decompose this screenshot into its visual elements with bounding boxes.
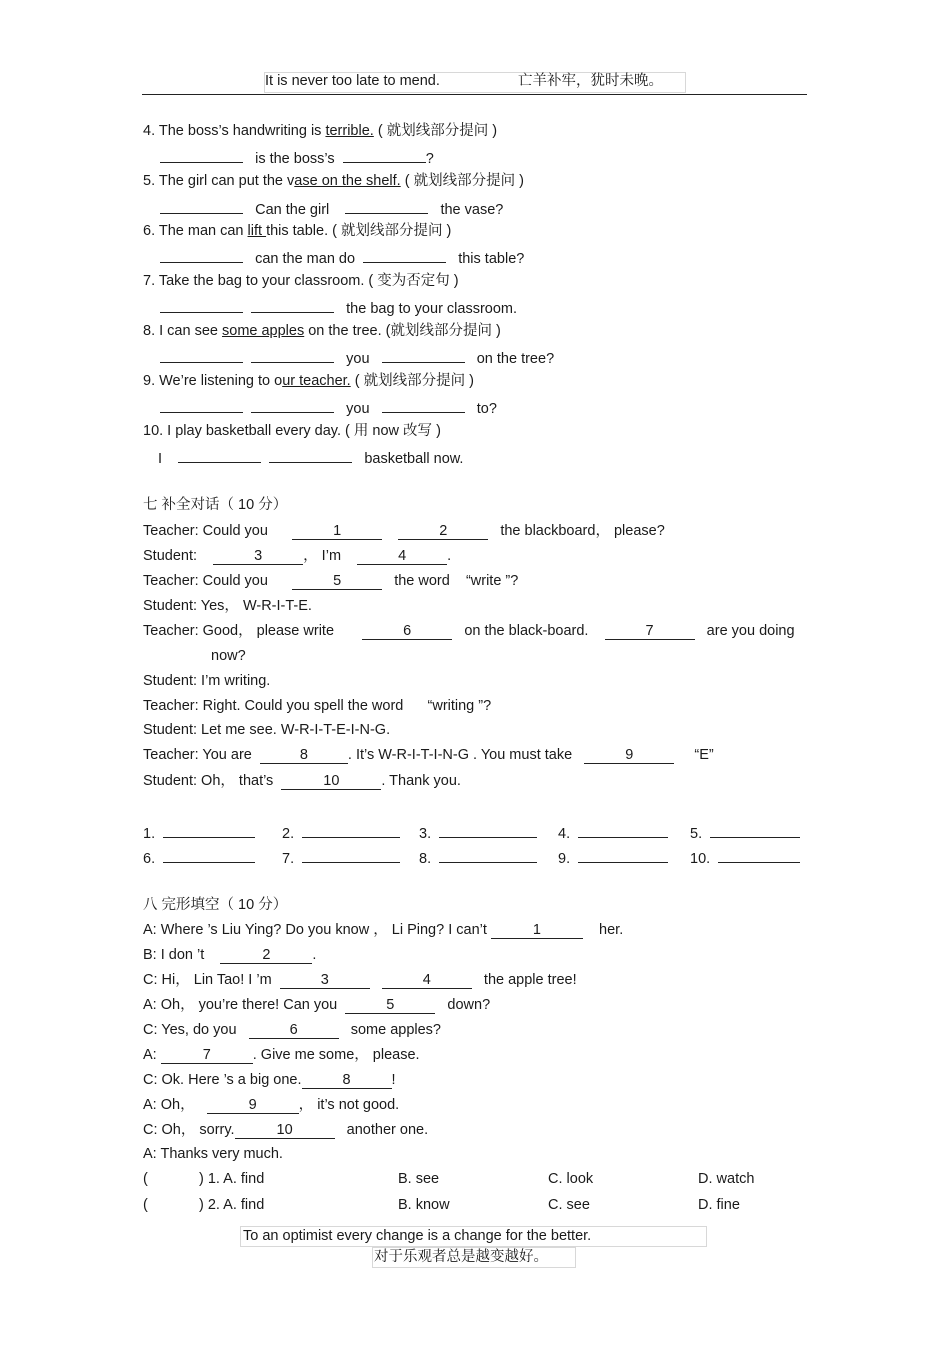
blank bbox=[302, 822, 400, 838]
dialog-line-5b: now? bbox=[211, 648, 246, 664]
q9-answer-line: you to? bbox=[160, 397, 497, 418]
answer-7: 7. bbox=[282, 847, 400, 868]
section8-title: 八 完形填空（ 10 分） bbox=[143, 897, 288, 913]
blank-10: 10 bbox=[281, 773, 381, 790]
q7-answer-line: the bag to your classroom. bbox=[160, 297, 517, 318]
header-chinese: 亡羊补牢，犹时未晚。 bbox=[518, 73, 663, 89]
blank-7: 7 bbox=[161, 1047, 253, 1064]
cloze-line-6: A: 7 . Give me some， please. bbox=[143, 1047, 420, 1063]
answer-2: 2. bbox=[282, 822, 400, 843]
blank bbox=[382, 347, 465, 363]
blank bbox=[343, 147, 426, 163]
blank bbox=[578, 822, 668, 838]
answer-10: 10. bbox=[690, 847, 800, 868]
option-row-2-paren: ( bbox=[143, 1197, 148, 1213]
dialog-line-8: Student: Let me see. W-R-I-T-E-I-N-G. bbox=[143, 722, 391, 738]
option-row-1-paren: ( bbox=[143, 1171, 148, 1187]
blank-5: 5 bbox=[345, 997, 435, 1014]
blank-2: 2 bbox=[220, 947, 312, 964]
blank-3: 3 bbox=[280, 972, 370, 989]
blank-3: 3 bbox=[213, 548, 303, 565]
dialog-line-7: Teacher: Right. Could you spell the word “writing ”? bbox=[143, 698, 492, 714]
answer-6: 6. bbox=[143, 847, 255, 868]
q5-answer-line: Can the girl the vase? bbox=[160, 198, 503, 219]
blank bbox=[710, 822, 800, 838]
q6-text: 6. The man can lift this table. ( 就划线部分提问 ) bbox=[143, 223, 452, 239]
blank-8: 8 bbox=[260, 747, 348, 764]
blank bbox=[160, 397, 243, 413]
header-rule bbox=[142, 94, 807, 95]
answer-8: 8. bbox=[419, 847, 537, 868]
dialog-line-6: Student: I’m writing. bbox=[143, 673, 271, 689]
cloze-line-9: C: Oh， sorry. 10 another one. bbox=[143, 1122, 429, 1138]
blank bbox=[439, 822, 537, 838]
dialog-line-4: Student: Yes， W-R-I-T-E. bbox=[143, 598, 312, 614]
answer-4: 4. bbox=[558, 822, 668, 843]
blank-7: 7 bbox=[605, 623, 695, 640]
answer-1: 1. bbox=[143, 822, 255, 843]
blank bbox=[160, 198, 243, 214]
blank bbox=[363, 247, 446, 263]
blank-9: 9 bbox=[584, 747, 674, 764]
dialog-line-5: Teacher: Good， please write 6 on the black-board. 7 are you doing bbox=[143, 623, 795, 639]
header-english: It is never too late to mend. bbox=[265, 73, 440, 89]
blank-10: 10 bbox=[235, 1122, 335, 1139]
blank bbox=[160, 147, 243, 163]
q9-text: 9. We’re listening to our teacher. ( 就划线部分提问 ) bbox=[143, 373, 474, 389]
dialog-line-3: Teacher: Could you 5 the word “write ”? bbox=[143, 573, 519, 589]
blank bbox=[251, 397, 334, 413]
cloze-line-7: C: Ok. Here ’s a big one. 8 ! bbox=[143, 1072, 396, 1088]
cloze-line-8: A: Oh， 9 ， it’s not good. bbox=[143, 1097, 400, 1113]
q4-text: 4. The boss’s handwriting is terrible. ( 就划线部分提问 ) bbox=[143, 123, 498, 139]
answer-3: 3. bbox=[419, 822, 537, 843]
blank bbox=[160, 247, 243, 263]
dialog-line-9: Teacher: You are 8 . It’s W-R-I-T-I-N-G . You must take 9 “E” bbox=[143, 747, 714, 763]
option-row-2-b: B. know bbox=[398, 1197, 450, 1213]
dialog-line-1: Teacher: Could you 1 2 the blackboard， please? bbox=[143, 523, 665, 539]
blank bbox=[160, 347, 243, 363]
blank-8: 8 bbox=[302, 1072, 392, 1089]
blank-5: 5 bbox=[292, 573, 382, 590]
option-row-2-d: D. fine bbox=[698, 1197, 740, 1213]
option-row-2-a: ) 2. A. find bbox=[199, 1197, 265, 1213]
blank-1: 1 bbox=[292, 523, 382, 540]
answer-9: 9. bbox=[558, 847, 668, 868]
blank-2: 2 bbox=[398, 523, 488, 540]
cloze-line-5: C: Yes, do you 6 some apples? bbox=[143, 1022, 441, 1038]
option-row-1-b: B. see bbox=[398, 1171, 440, 1187]
blank-4: 4 bbox=[382, 972, 472, 989]
footer-chinese: 对于乐观者总是越变越好。 bbox=[374, 1249, 548, 1265]
q8-text: 8. I can see some apples on the tree. (就划线部分提问 ) bbox=[143, 323, 501, 339]
option-row-1-d: D. watch bbox=[698, 1171, 755, 1187]
blank bbox=[251, 347, 334, 363]
q5-text: 5. The girl can put the vase on the shelf. ( 就划线部分提问 ) bbox=[143, 173, 524, 189]
blank-6: 6 bbox=[249, 1022, 339, 1039]
blank bbox=[718, 847, 800, 863]
option-row-2-c: C. see bbox=[548, 1197, 590, 1213]
blank bbox=[345, 198, 428, 214]
q10-answer-line: I basketball now. bbox=[158, 447, 463, 468]
blank bbox=[302, 847, 400, 863]
blank bbox=[160, 297, 243, 313]
q10-text: 10. I play basketball every day. ( 用 now 改写 ) bbox=[143, 423, 441, 439]
blank bbox=[439, 847, 537, 863]
dialog-line-10: Student: Oh， that’s 10 . Thank you. bbox=[143, 773, 461, 789]
cloze-line-2: B: I don ’t 2 . bbox=[143, 947, 317, 963]
blank bbox=[163, 847, 255, 863]
cloze-line-10: A: Thanks very much. bbox=[143, 1146, 283, 1162]
cloze-line-1: A: Where ’s Liu Ying? Do you know ， Li Ping? I can’t 1 her. bbox=[143, 922, 624, 938]
blank bbox=[269, 447, 352, 463]
blank bbox=[251, 297, 334, 313]
answer-5: 5. bbox=[690, 822, 800, 843]
blank-6: 6 bbox=[362, 623, 452, 640]
cloze-line-3: C: Hi， Lin Tao! I ’m 3 4 the apple tree! bbox=[143, 972, 577, 988]
option-row-1-a: ) 1. A. find bbox=[199, 1171, 265, 1187]
blank bbox=[178, 447, 261, 463]
cloze-line-4: A: Oh， you’re there! Can you 5 down? bbox=[143, 997, 491, 1013]
q6-answer-line: can the man do this table? bbox=[160, 247, 524, 268]
section7-title: 七 补全对话（ 10 分） bbox=[143, 497, 288, 513]
blank bbox=[578, 847, 668, 863]
blank bbox=[163, 822, 255, 838]
option-row-1-c: C. look bbox=[548, 1171, 594, 1187]
q8-answer-line: you on the tree? bbox=[160, 347, 554, 368]
footer-english: To an optimist every change is a change for the better. bbox=[243, 1228, 592, 1244]
q4-answer-line: is the boss’s ? bbox=[160, 147, 434, 168]
q7-text: 7. Take the bag to your classroom. ( 变为否定句 ) bbox=[143, 273, 459, 289]
blank bbox=[382, 397, 465, 413]
dialog-line-2: Student: 3 ， I’m 4 . bbox=[143, 548, 452, 564]
blank-1: 1 bbox=[491, 922, 583, 939]
blank-9: 9 bbox=[207, 1097, 299, 1114]
blank-4: 4 bbox=[357, 548, 447, 565]
